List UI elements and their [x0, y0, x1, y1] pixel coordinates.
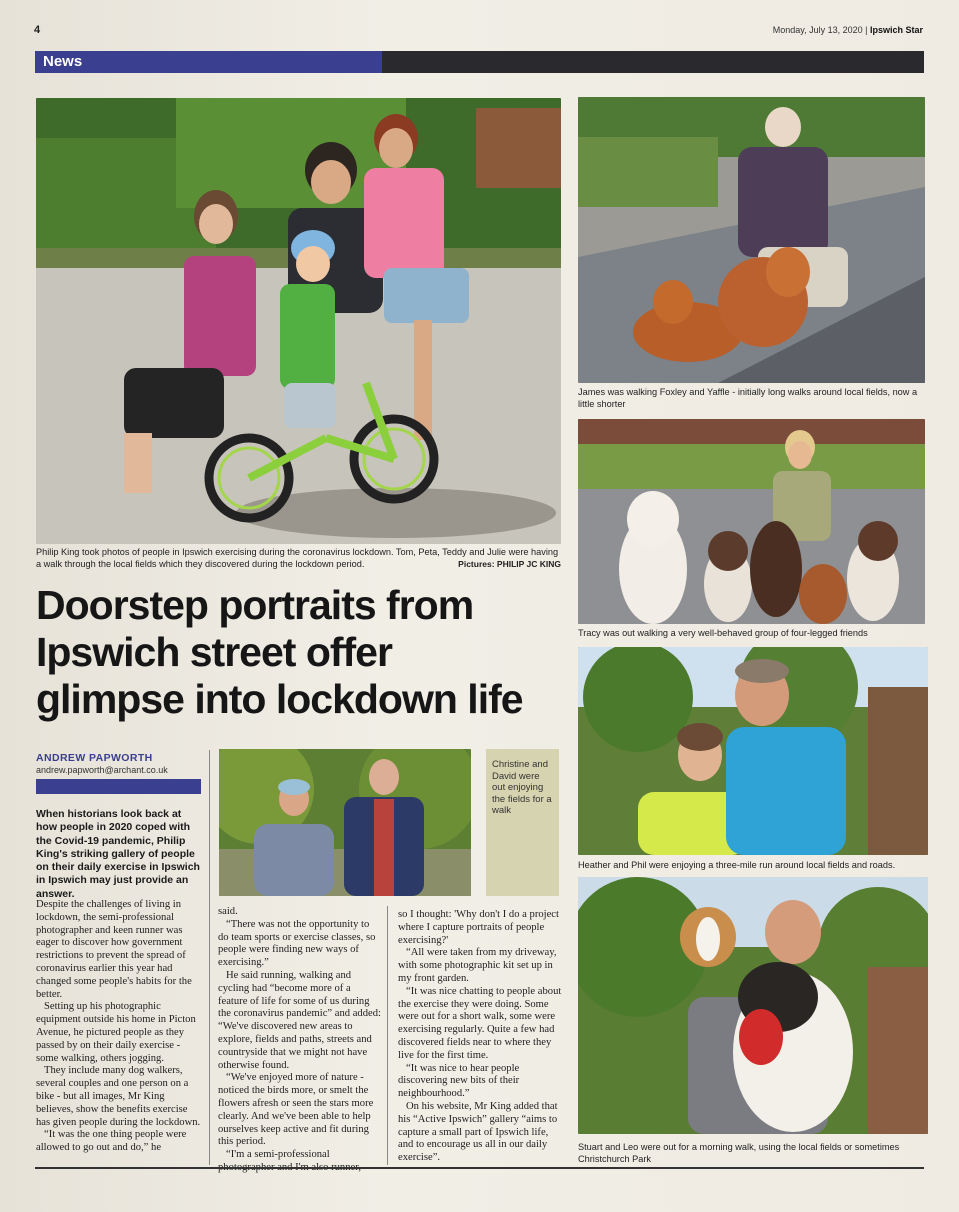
photo-christine-david: [219, 749, 471, 896]
caption-tracy: Tracy was out walking a very well-behaved group of four-legged friends: [578, 628, 868, 638]
body-column-1: [36, 899, 202, 1155]
photo-tracy-dogs: [578, 419, 925, 624]
caption-stuart: Stuart and Leo were out for a morning walk, using the local fields or sometimes Christchurch Park: [578, 1142, 900, 1164]
paragraph: “We've enjoyed more of nature - noticed the birds more, or smelt the flowers afresh or seen the stars more clearly. And we've been able to help ourselves keep active and fit during this period.: [218, 1072, 374, 1148]
body-column-2: [218, 906, 382, 1175]
paragraph: On his website, Mr King added that his “Active Ipswich” gallery “aims to capture a small part of Ipswich life, and to encourage us all in our daily exercise”.: [398, 1100, 558, 1164]
column-rule: [387, 906, 388, 1165]
caption-james: James was walking Foxley and Yaffle - initially long walks around local fields, now a little shorter: [578, 387, 918, 409]
paragraph: “There was not the opportunity to do team sports or exercise classes, so people were finding new ways of exercising.”: [218, 918, 376, 969]
paragraph: “All were taken from my driveway, with some photographic kit set up in my front garden.: [398, 947, 557, 984]
section-label: News: [35, 51, 382, 73]
photo-heather-phil: [578, 647, 928, 855]
page-number: 4: [34, 24, 41, 36]
photo-stuart-leo: [578, 877, 928, 1134]
paragraph: so I thought: 'Why don't I do a project where I capture portraits of people exercising?': [398, 909, 559, 946]
photo-family-balance-bike: [36, 98, 561, 544]
paragraph: “It was nice to hear people discovering new bits of their neighbourhood.”: [398, 1062, 520, 1100]
section-bar-fill: [382, 51, 924, 73]
headline-line: glimpse into lockdown life: [36, 676, 523, 722]
caption-heather: Heather and Phil were enjoying a three-mile run around local fields and roads.: [578, 860, 896, 870]
issue-date: Monday, July 13, 2020: [772, 25, 863, 35]
paragraph: “I'm a semi-professional: [226, 1149, 330, 1161]
paragraph: said.: [218, 906, 238, 917]
paragraph: Setting up his photographic equipment outside his home in Picton Avenue, he pictured people as they passed by on their daily exercise - some walking, others jogging.: [36, 1001, 196, 1064]
paragraph: He said running, walking and cycling had “become more of a feature of life for some of us during the coronavirus pandemic” and added: “We've discovered new areas to explore, fields and paths, streets and countryside that we might not have otherwise found.: [218, 969, 381, 1071]
dateline: Monday, July 13, 2020 | Ipswich Star: [772, 25, 923, 35]
headline-line: Ipswich street offer: [36, 629, 392, 675]
paragraph: “It was nice chatting to people about the exercise they were doing. Some were out for a short walk, some were exercising regularly. Quite a few had discovered fields near to where they live for the first time.: [398, 985, 562, 1061]
caption-christine: Christine and David were out enjoying the fields for a walk: [486, 749, 559, 896]
body-column-3: [398, 909, 564, 1165]
bottom-rule: [35, 1167, 924, 1169]
byline-email[interactable]: andrew.papworth@archant.co.uk: [36, 765, 168, 775]
paragraph: “It was the one thing people were allowed to go out and do,” he: [36, 1129, 187, 1154]
headline-line: Doorstep portraits from: [36, 582, 474, 628]
standfirst: When historians look back at how people in 2020 coped with the Covid-19 pandemic, Philip King's striking gallery of people on their daily exercise in Ipswich in Ipswich may just provide an answer.: [36, 808, 200, 900]
caption-main-text: Philip King took photos of people in Ipswich exercising during the coronavirus lockdown. Tom, Peta, Teddy and Julie were having a walk through the local fields which they discovered during the lockdown period.: [36, 547, 559, 569]
headline: [36, 582, 576, 723]
column-rule: [209, 750, 210, 1165]
photo-james-dogs: [578, 97, 925, 383]
photo-credit: Pictures: PHILIP JC KING: [458, 559, 561, 569]
caption-main-photo: [36, 546, 561, 570]
section-bar: [35, 51, 924, 73]
byline-author: ANDREW PAPWORTH: [36, 752, 153, 764]
byline-bar: [36, 779, 201, 794]
paragraph: They include many dog walkers, several couples and one person on a bike - but all images, Mr King believes, show the benefits exercise has given people during the lockdown.: [36, 1065, 201, 1128]
paragraph: Despite the challenges of living in lockdown, the semi-professional photographer and keen runner was eager to discover how government restrictions to prevent the spread of coronavirus earlier this year had changed some people's habits for the better.: [36, 899, 192, 1000]
publication-name: Ipswich Star: [869, 25, 923, 35]
